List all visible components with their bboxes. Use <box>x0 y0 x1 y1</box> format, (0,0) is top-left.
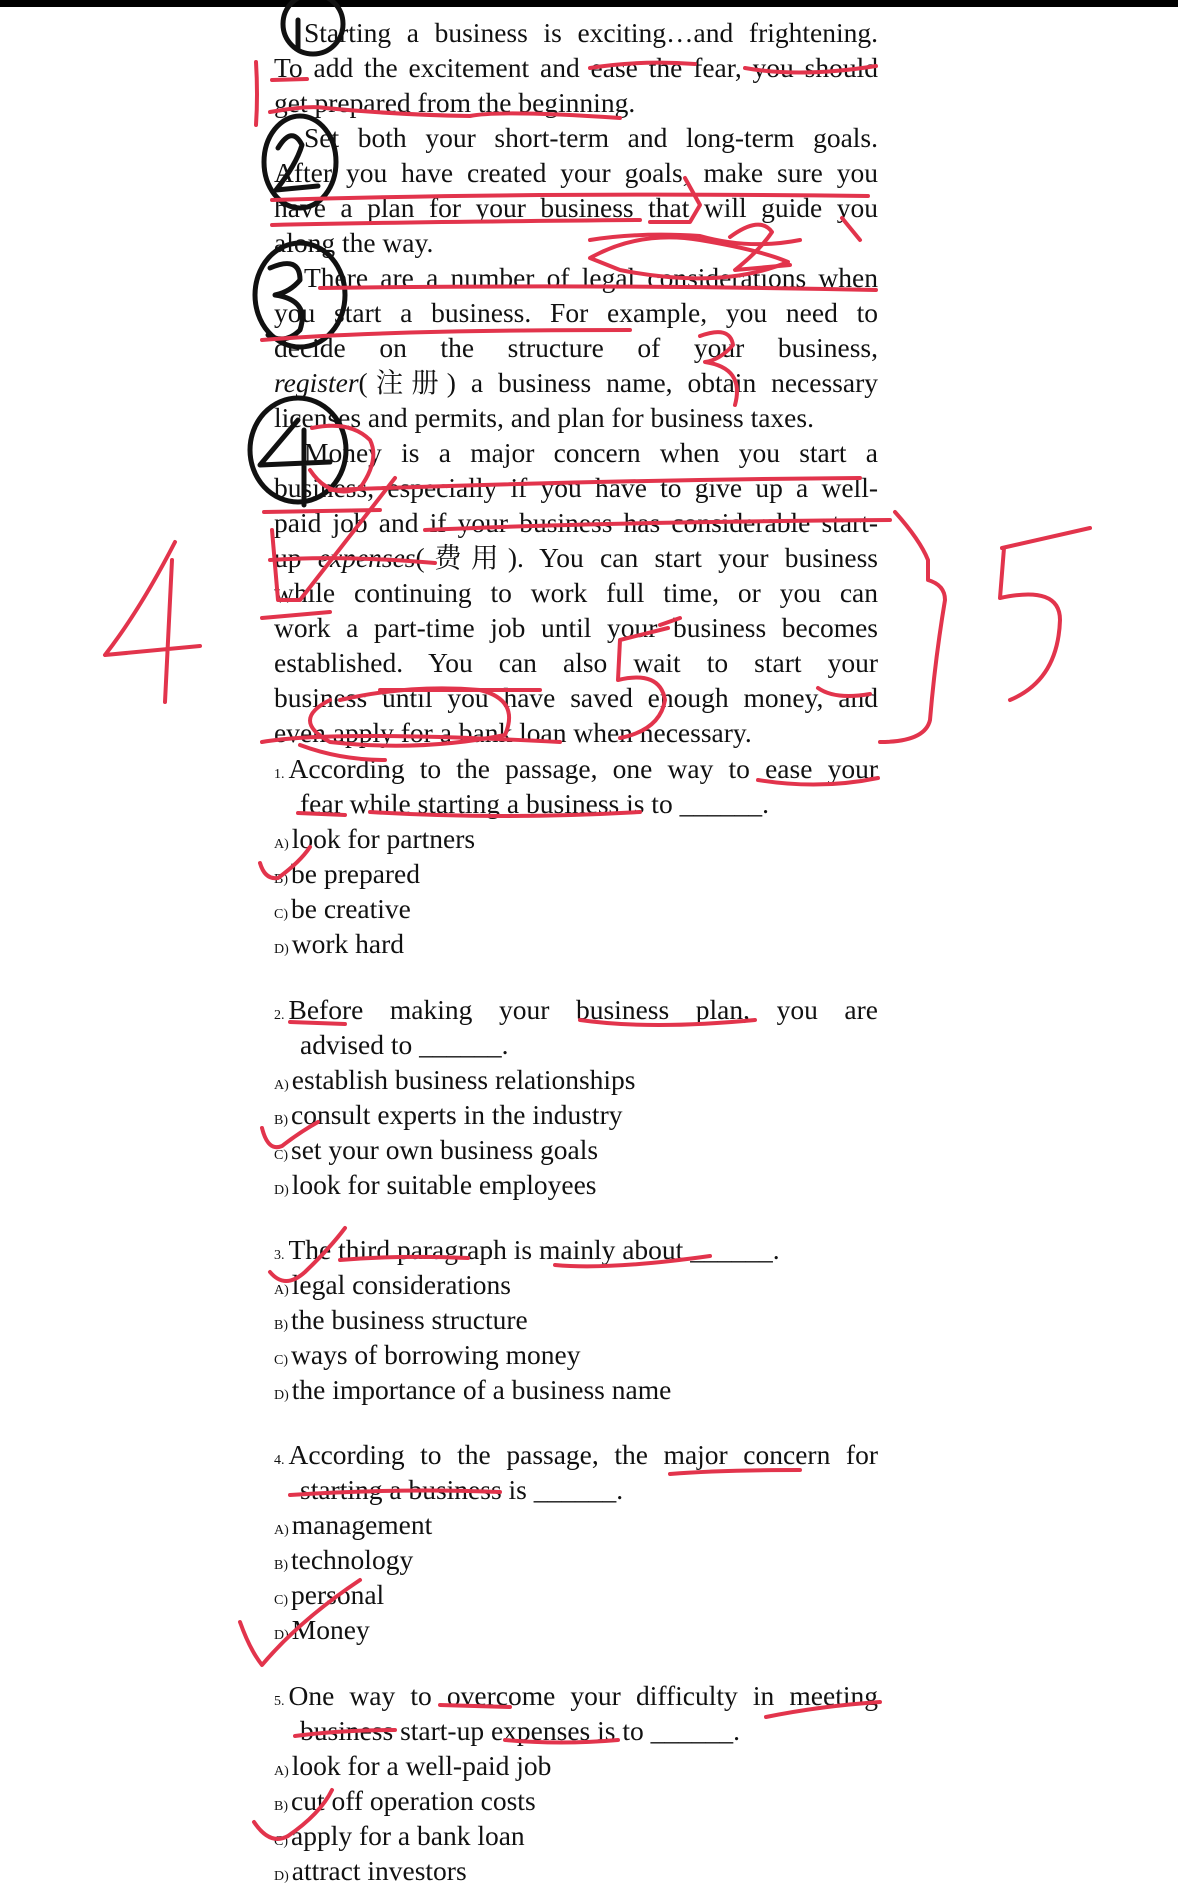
option-letter: D) <box>274 1388 289 1403</box>
question-stem: fear while starting a business is to ______. <box>300 788 769 819</box>
passage-line: After you have created your goals, make sure you <box>274 157 878 188</box>
option-letter: A) <box>274 1078 289 1093</box>
option-d[interactable] <box>274 1167 597 1208</box>
option-letter: B) <box>274 1799 288 1814</box>
option-letter: A) <box>274 837 289 852</box>
option-letter: B) <box>274 872 288 887</box>
option-text: establish business relationships <box>291 1064 636 1095</box>
passage-line: business until you have saved enough money, and <box>274 682 878 713</box>
option-text: the business structure <box>291 1304 528 1335</box>
passage-line: licenses and permits, and plan for business taxes. <box>274 402 814 433</box>
option-letter: C) <box>274 1834 288 1849</box>
question-text: According to the passage, one way to ease your <box>288 753 878 784</box>
option-d[interactable] <box>274 926 404 967</box>
option-letter: B) <box>274 1318 288 1333</box>
passage-line: decide on the structure of your business, <box>274 332 878 363</box>
document-page <box>0 7 1178 1886</box>
passage-line: Money is a major concern when you start a <box>304 437 878 468</box>
question-stem <box>274 1678 878 1713</box>
question-text: One way to overcome your difficulty in meeting <box>288 1680 878 1711</box>
option-letter: A) <box>274 1523 289 1538</box>
passage-line: Set both your short-term and long-term goals. <box>304 122 878 153</box>
option-text: look for suitable employees <box>291 1169 597 1200</box>
question-number: 2. <box>274 1008 285 1023</box>
option-letter: D) <box>274 1628 289 1643</box>
option-text: management <box>291 1509 433 1540</box>
option-letter: D) <box>274 942 289 957</box>
option-text: apply for a bank loan <box>291 1820 525 1851</box>
option-text: legal considerations <box>291 1269 511 1300</box>
passage-line: Starting a business is exciting…and frightening. <box>304 17 878 48</box>
option-text: be creative <box>291 893 411 924</box>
option-text: ways of borrowing money <box>291 1339 581 1370</box>
passage-line: business, especially if you have to give up a well- <box>274 472 878 503</box>
option-text: consult experts in the industry <box>291 1099 623 1130</box>
option-text: cut off operation costs <box>291 1785 536 1816</box>
option-text: technology <box>291 1544 414 1575</box>
option-letter: C) <box>274 1353 288 1368</box>
option-d[interactable] <box>274 1372 671 1413</box>
question-stem <box>274 1437 878 1472</box>
passage-line: There are a number of legal considerations when <box>304 262 878 293</box>
option-letter: C) <box>274 1593 288 1608</box>
passage-text: up <box>274 542 318 573</box>
passage-line <box>274 365 878 400</box>
option-text: work hard <box>291 928 405 959</box>
question-text: According to the passage, the major concern for <box>288 1439 878 1470</box>
option-text: personal <box>291 1579 385 1610</box>
option-letter: A) <box>274 1283 289 1298</box>
passage-line: along the way. <box>274 227 434 258</box>
question-stem <box>274 751 878 786</box>
option-text: look for partners <box>291 823 476 854</box>
question-number: 1. <box>274 767 285 782</box>
passage-line: To add the excitement and ease the fear, you should <box>274 52 878 83</box>
passage-line: get prepared from the beginning. <box>274 87 636 118</box>
question-text: The third paragraph is mainly about ______. <box>288 1234 780 1265</box>
passage-text: (注册) a business name, obtain necessary <box>358 367 878 398</box>
passage-line: work a part-time job until your business becomes <box>274 612 878 643</box>
option-text: the importance of a business name <box>291 1374 672 1405</box>
top-bar <box>0 0 1178 7</box>
option-text: attract investors <box>291 1855 467 1886</box>
option-letter: C) <box>274 1148 288 1163</box>
question-number: 4. <box>274 1453 285 1468</box>
option-text: set your own business goals <box>291 1134 599 1165</box>
passage-line: paid job and if your business has considerable start- <box>274 507 878 538</box>
option-d[interactable] <box>274 1853 467 1894</box>
passage-line: you start a business. For example, you need to <box>274 297 878 328</box>
passage-line: while continuing to work full time, or you can <box>274 577 878 608</box>
question-number: 5. <box>274 1694 285 1709</box>
option-text: look for a well-paid job <box>291 1750 552 1781</box>
option-letter: D) <box>274 1869 289 1884</box>
question-stem: advised to ______. <box>300 1029 509 1060</box>
italic-term: register <box>274 367 359 398</box>
question-stem <box>274 992 878 1027</box>
question-stem: starting a business is ______. <box>300 1474 624 1505</box>
option-letter: C) <box>274 907 288 922</box>
option-letter: B) <box>274 1558 288 1573</box>
passage-line: even apply for a bank loan when necessary. <box>274 717 752 748</box>
passage-line: established. You can also wait to start your <box>274 647 878 678</box>
passage-line <box>274 540 878 575</box>
question-text: Before making your business plan, you are <box>288 994 878 1025</box>
option-letter: A) <box>274 1764 289 1779</box>
option-letter: D) <box>274 1183 289 1198</box>
question-number: 3. <box>274 1248 285 1263</box>
italic-term: expenses <box>317 542 416 573</box>
option-text: Money <box>291 1614 370 1645</box>
passage-text: (费用). You can start your business <box>415 542 878 573</box>
passage-line: have a plan for your business that will guide you <box>274 192 878 223</box>
option-text: be prepared <box>291 858 421 889</box>
question-stem: business start-up expenses is to ______. <box>300 1715 740 1746</box>
option-letter: B) <box>274 1113 288 1128</box>
option-d[interactable] <box>274 1612 370 1653</box>
